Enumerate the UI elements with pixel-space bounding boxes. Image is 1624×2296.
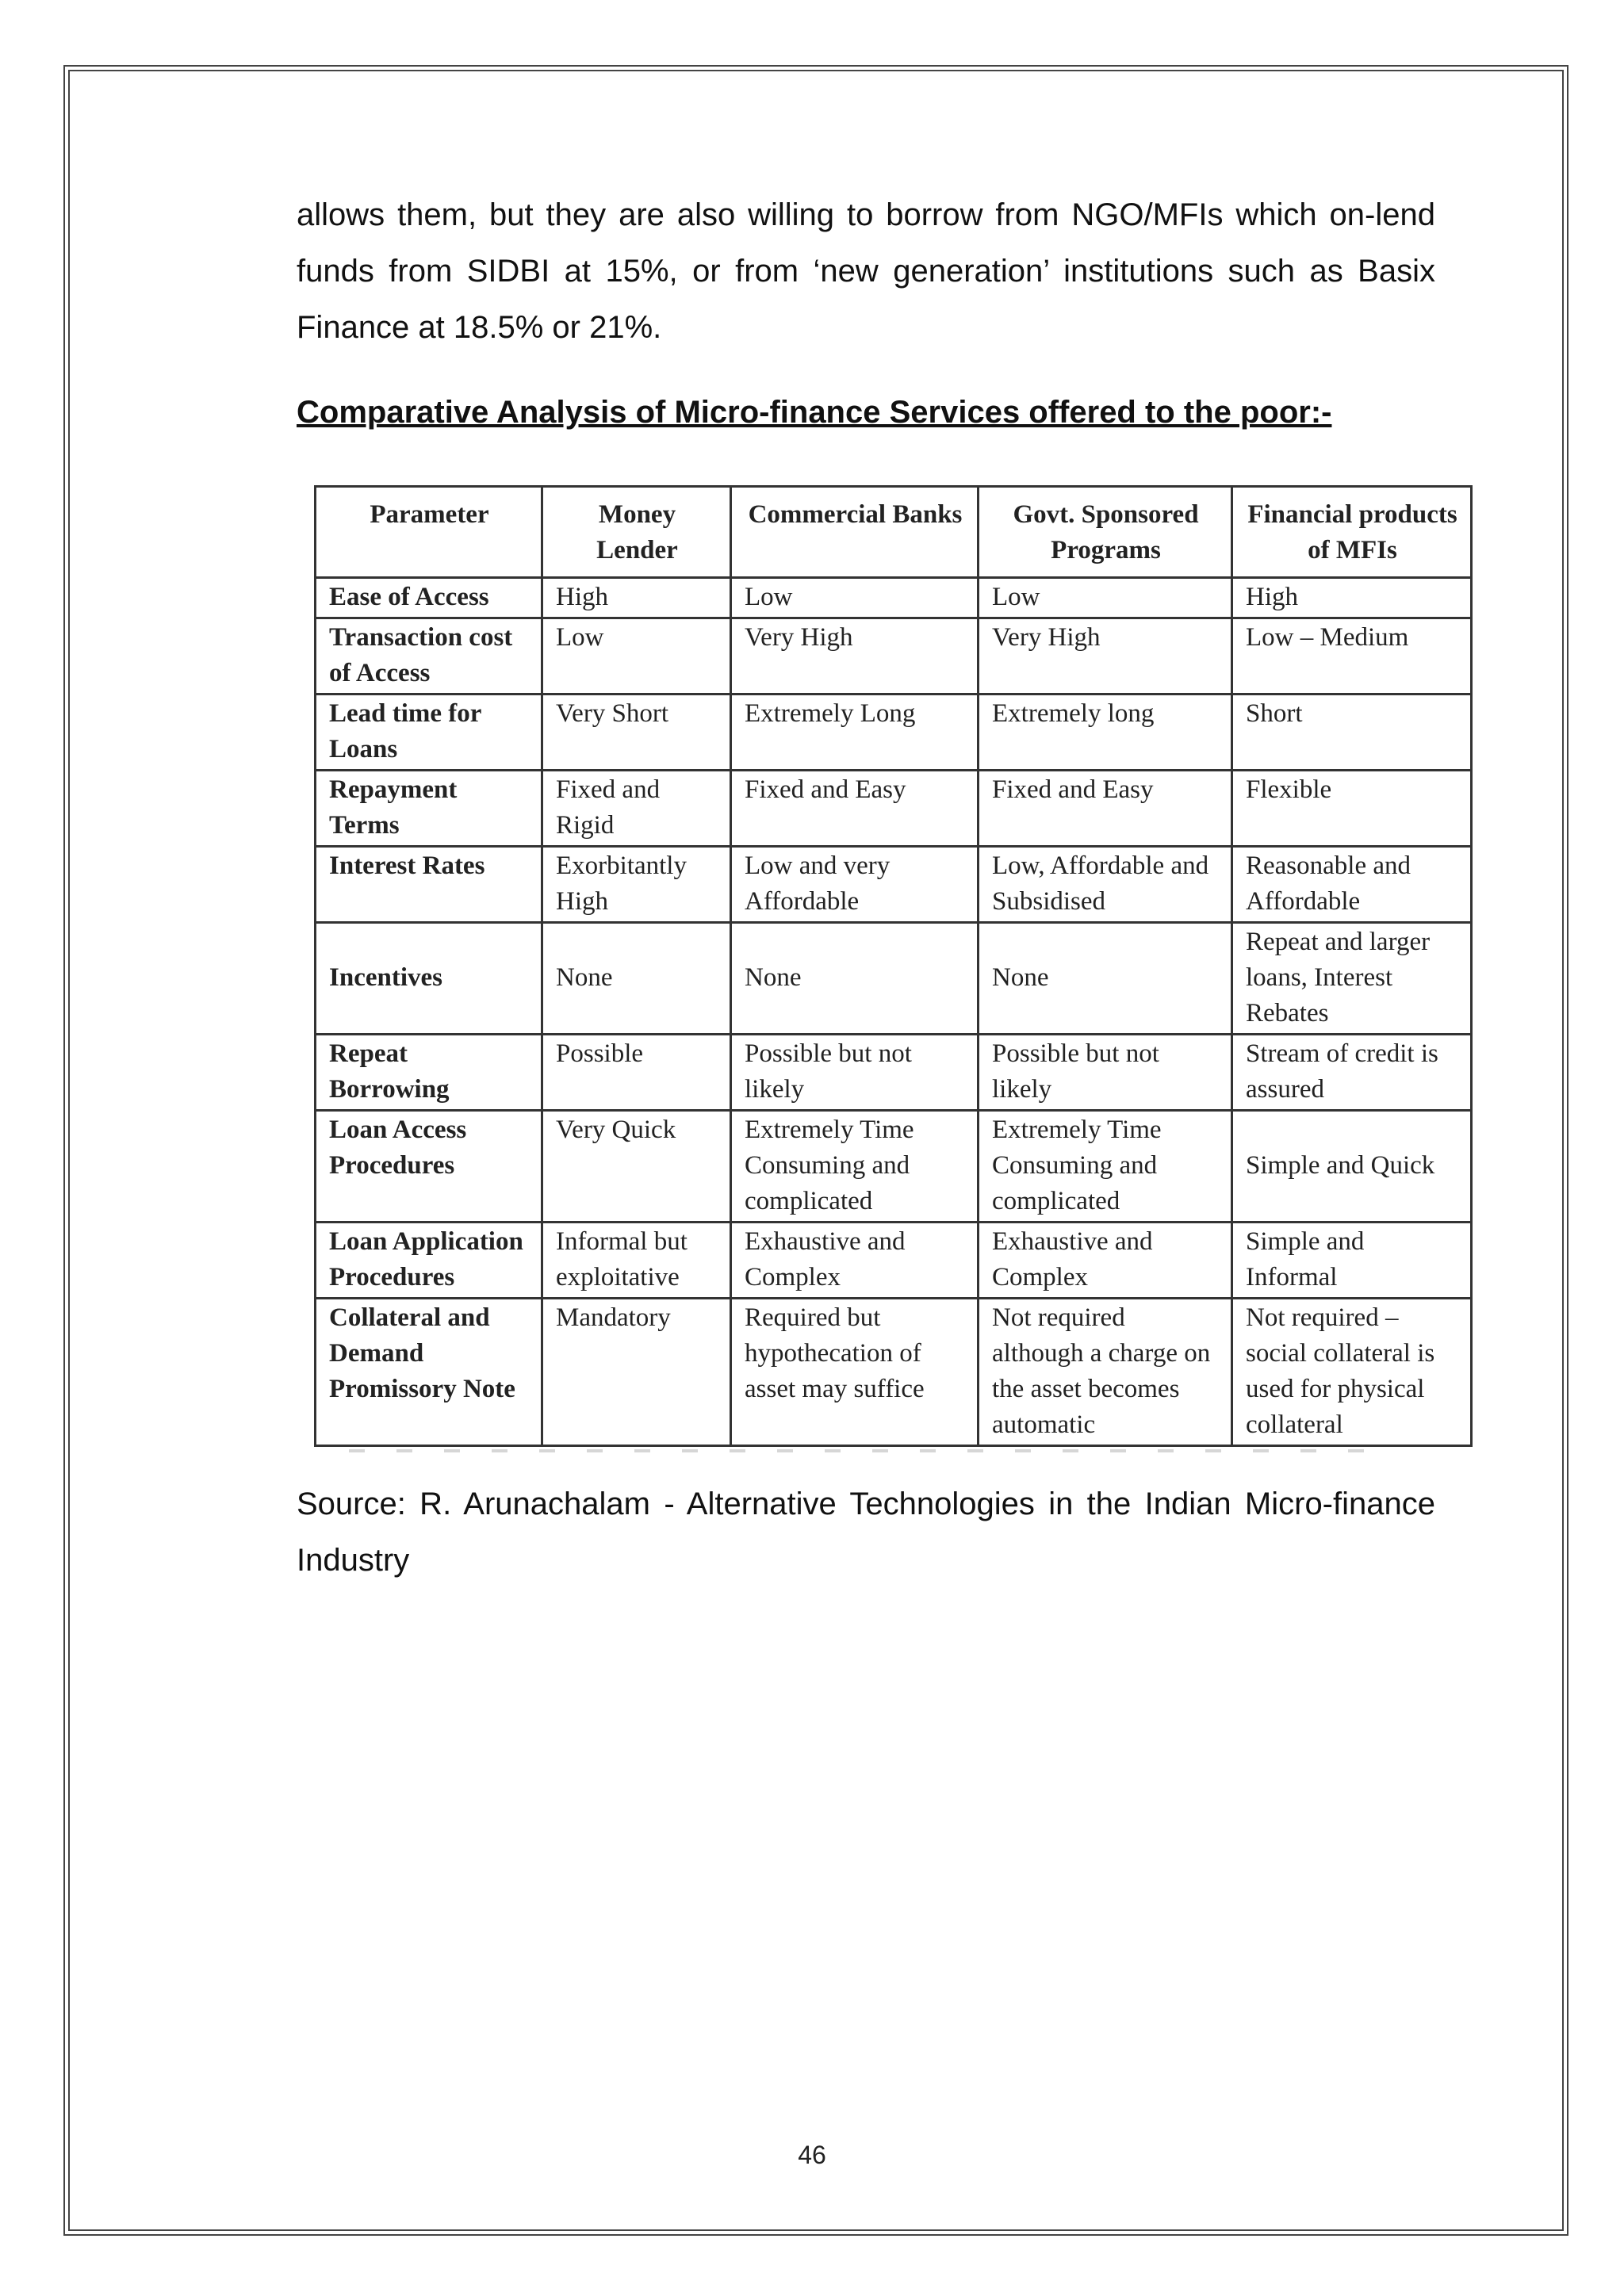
cell-mfi-products: Stream of credit is assured [1232,1035,1472,1111]
cell-mfi-products: Not required – social collateral is used for physical collateral [1232,1299,1472,1446]
row-parameter: Incentives [316,923,542,1035]
section-heading: Comparative Analysis of Micro-finance Services offered to the poor:- [297,395,1332,430]
table-row [316,578,1472,618]
table-row [316,1035,1472,1111]
cell-money-lender: Mandatory [542,1299,731,1446]
cell-mfi-products: High [1232,578,1472,618]
table-header-row [316,487,1472,578]
header-parameter: Parameter [316,487,542,578]
cell-mfi-products: Simple and Quick [1232,1111,1472,1223]
row-parameter: Ease of Access [316,578,542,618]
table-row [316,1223,1472,1299]
cell-commercial-banks: Possible but not likely [731,1035,979,1111]
cell-govt-programs: Low, Affordable and Subsidised [979,847,1232,923]
table-row [316,771,1472,847]
table-row [316,1111,1472,1223]
header-commercial-banks: Commercial Banks [731,487,979,578]
header-govt-programs: Govt. Sponsored Programs [979,487,1232,578]
cell-commercial-banks: Very High [731,618,979,695]
cell-money-lender: Possible [542,1035,731,1111]
cell-money-lender: Informal but exploitative [542,1223,731,1299]
cell-commercial-banks: Required but hypothecation of asset may suffice [731,1299,979,1446]
cell-commercial-banks: None [731,923,979,1035]
cell-money-lender: Exorbitantly High [542,847,731,923]
cell-mfi-products: Low – Medium [1232,618,1472,695]
cell-commercial-banks: Low [731,578,979,618]
header-mfi-products: Financial products of MFIs [1232,487,1472,578]
source-citation: Source: R. Arunachalam - Alternative Technologies in the Indian Micro-finance Industry [297,1487,1435,1578]
table-row [316,923,1472,1035]
cell-mfi-products: Repeat and larger loans, Interest Rebates [1232,923,1472,1035]
table-row [316,847,1472,923]
cell-govt-programs: Low [979,578,1232,618]
row-parameter: Loan Application Procedures [316,1223,542,1299]
table-row [316,618,1472,695]
cell-govt-programs: Exhaustive and Complex [979,1223,1232,1299]
cell-govt-programs: None [979,923,1232,1035]
cell-mfi-products: Short [1232,695,1472,771]
row-parameter: Collateral and Demand Promissory Note [316,1299,542,1446]
scan-artifact-line [349,1449,1380,1452]
cell-money-lender: None [542,923,731,1035]
cell-money-lender: Very Quick [542,1111,731,1223]
cell-govt-programs: Extremely Time Consuming and complicated [979,1111,1232,1223]
cell-money-lender: Low [542,618,731,695]
cell-mfi-products: Reasonable and Affordable [1232,847,1472,923]
cell-govt-programs: Fixed and Easy [979,771,1232,847]
cell-commercial-banks: Exhaustive and Complex [731,1223,979,1299]
cell-money-lender: Fixed and Rigid [542,771,731,847]
table-row [316,1299,1472,1446]
cell-commercial-banks: Extremely Time Consuming and complicated [731,1111,979,1223]
row-parameter: Lead time for Loans [316,695,542,771]
comparison-table [314,485,1473,1447]
header-money-lender: Money Lender [542,487,731,578]
cell-govt-programs: Possible but not likely [979,1035,1232,1111]
cell-commercial-banks: Low and very Affordable [731,847,979,923]
cell-money-lender: Very Short [542,695,731,771]
row-parameter: Interest Rates [316,847,542,923]
row-parameter: Loan Access Procedures [316,1111,542,1223]
cell-money-lender: High [542,578,731,618]
cell-govt-programs: Very High [979,618,1232,695]
cell-commercial-banks: Fixed and Easy [731,771,979,847]
row-parameter: Repeat Borrowing [316,1035,542,1111]
cell-mfi-products: Simple and Informal [1232,1223,1472,1299]
comparison-table-wrap [314,485,1470,1447]
cell-govt-programs: Not required although a charge on the asset becomes automatic [979,1299,1232,1446]
cell-govt-programs: Extremely long [979,695,1232,771]
table-row [316,695,1472,771]
row-parameter: Repayment Terms [316,771,542,847]
body-paragraph: allows them, but they are also willing to borrow from NGO/MFIs which on-lend funds from SIDBI at 15%, or from ‘new generation’ institutions such as Basix Finance at 18.5% or 21%. [297,197,1435,345]
cell-commercial-banks: Extremely Long [731,695,979,771]
row-parameter: Transaction cost of Access [316,618,542,695]
page-number: 46 [798,2141,826,2169]
cell-mfi-products: Flexible [1232,771,1472,847]
